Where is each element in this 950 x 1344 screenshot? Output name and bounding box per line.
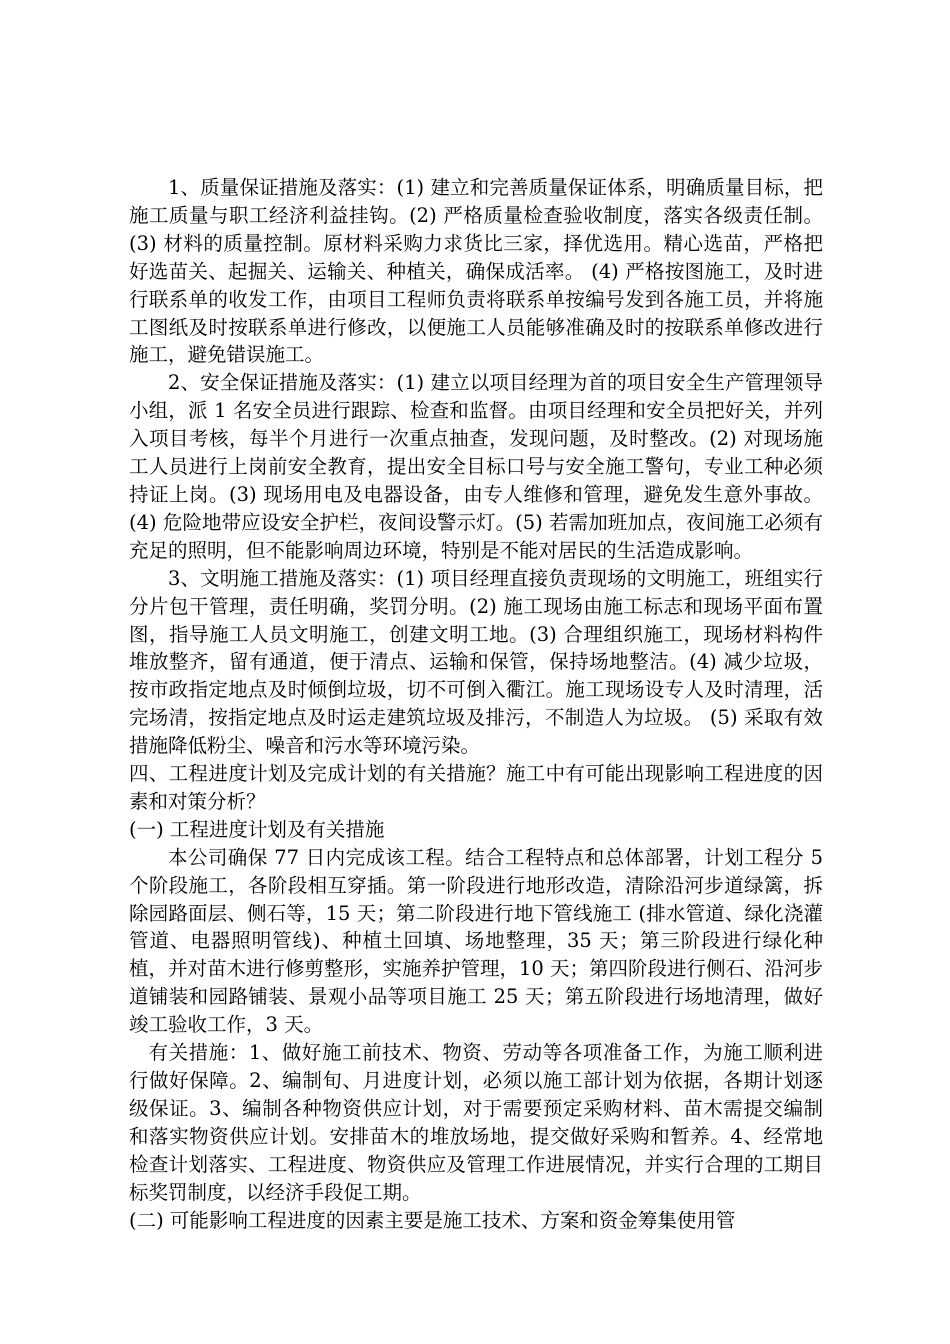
paragraph-schedule-plan: 本公司确保 77 日内完成该工程。结合工程特点和总体部署，计划工程分 5 个阶段施工，各阶段相互穿插。第一阶段进行地形改造，清除沿河步道绿篱，拆除园路面层、侧石等，15 天；第二阶段进行地下管线施工 (排水管道、绿化浇灌管道、电器照明管线)、种植土回填、场地整理，35 天；第三阶段进行绿化种植，并对苗木进行修剪整形，实施养护管理，10 天；第四阶段进行侧石、沿河步道铺装和园路铺装、景观小品等项目施工 25 天；第五阶段进行场地清理，做好竣工验收工作，3 天。 [129,845,824,1037]
subsection-heading-influencing-factors: (二) 可能影响工程进度的因素主要是施工技术、方案和资金筹集使用管 [129,1208,736,1232]
document-page [129,174,823,1234]
paragraph-related-measures: 有关措施：1、做好施工前技术、物资、劳动等各项准备工作，为施工顺利进行做好保障。2、编制旬、月进度计划，必须以施工部计划为依据，各期计划逐级保证。3、编制各种物资供应计划，对于需要预定采购材料、苗木需提交编制和落实物资供应计划。安排苗木的堆放场地，提交做好采购和暂养。4、经常地检查计划落实、工程进度、物资供应及管理工作进展情况，并实行合理的工期目标奖罚制度，以经济手段促工期。 [129,1041,823,1204]
paragraph-safety-measures: 2、安全保证措施及落实：(1) 建立以项目经理为首的项目安全生产管理领导小组，派 1 名安全员进行跟踪、检查和监督。由项目经理和安全员把好关，并列入项目考核，每半个月进行一次重点抽查，发现问题，及时整改。(2) 对现场施工人员进行上岗前安全教育，提出安全目标口号与安全施工警句，专业工种必须持证上岗。(3) 现场用电及电器设备，由专人维修和管理，避免发生意外事故。(4) 危险地带应设安全护栏，夜间设警示灯。(5) 若需加班加点，夜间施工必须有充足的照明，但不能影响周边环境，特别是不能对居民的生活造成影响。 [129,371,823,562]
paragraph-civilized-construction: 3、文明施工措施及落实：(1) 项目经理直接负责现场的文明施工，班组实行分片包干管理，责任明确，奖罚分明。(2) 施工现场由施工标志和现场平面布置图，指导施工人员文明施工，创建文明工地。(3) 合理组织施工，现场材料构件堆放整齐，留有通道，便于清点、运输和保管，保持场地整洁。(4) 减少垃圾，按市政指定地点及时倾倒垃圾，切不可倒入衢江。施工现场设专人及时清理，活完场清，按指定地点及时运走建筑垃圾及排污，不制造人为垃圾。 (5) 采取有效措施降低粉尘、噪音和污水等环境污染。 [129,566,823,758]
paragraph-quality-measures: 1、质量保证措施及落实：(1) 建立和完善质量保证体系，明确质量目标，把施工质量与职工经济利益挂钩。(2) 严格质量检查验收制度，落实各级责任制。(3) 材料的质量控制。原材料采购力求货比三家，择优选用。精心选苗，严格把好选苗关、起掘关、运输关、种植关，确保成活率。 (4) 严格按图施工，及时进行联系单的收发工作，由项目工程师负责将联系单按编号发到各施工员，并将施工图纸及时按联系单进行修改，以便施工人员能够准确及时的按联系单修改进行施工，避免错误施工。 [129,176,823,367]
section-heading-schedule: 四、工程进度计划及完成计划的有关措施？施工中有可能出现影响工程进度的因素和对策分析？ [129,762,823,813]
subsection-heading-schedule-plan: (一) 工程进度计划及有关措施 [129,817,385,841]
